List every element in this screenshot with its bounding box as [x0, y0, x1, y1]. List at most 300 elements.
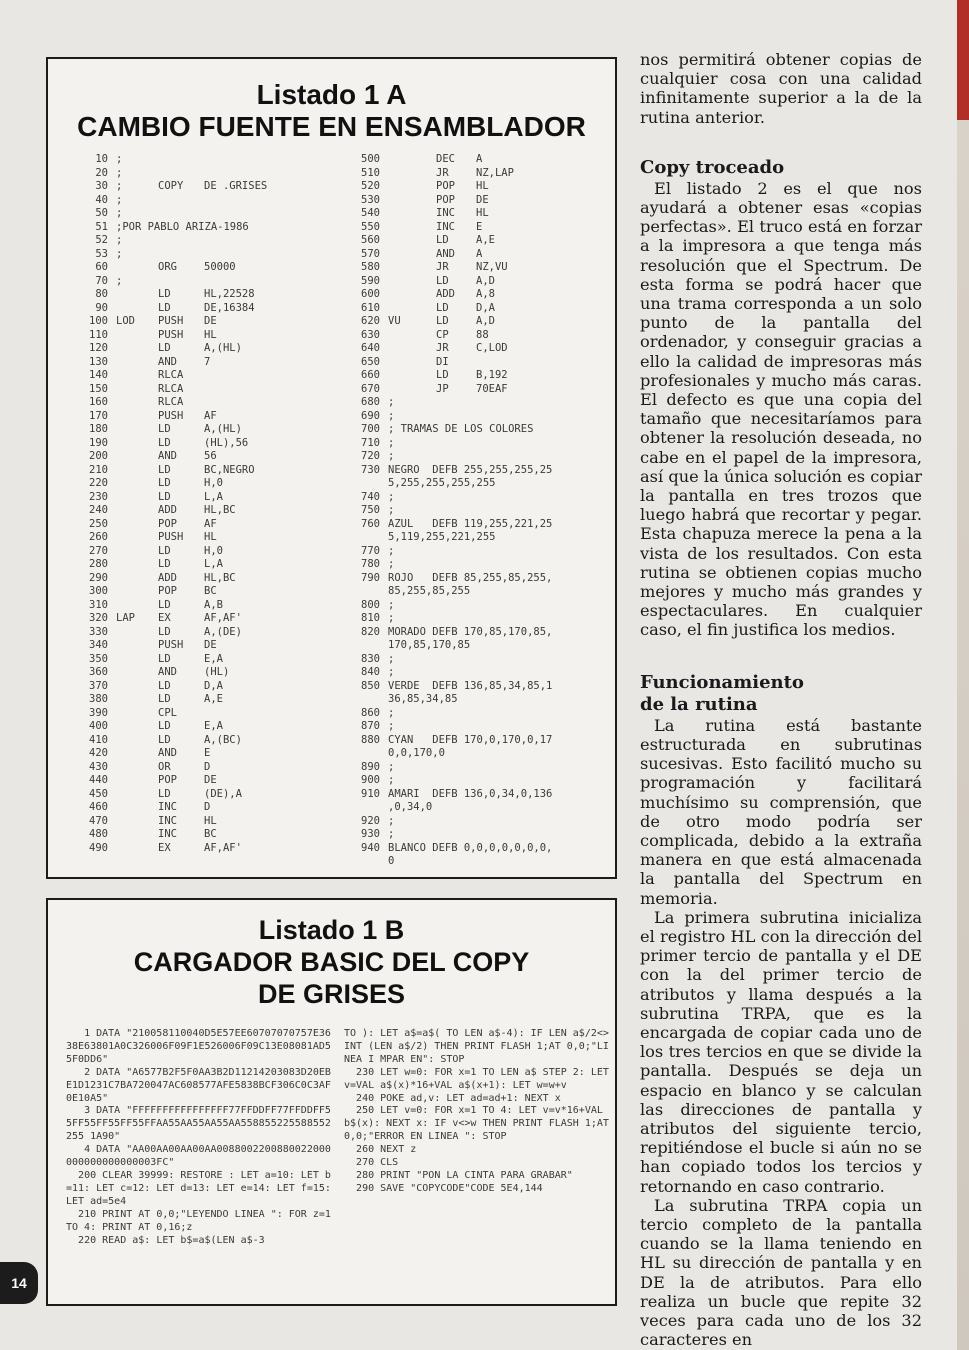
listing-line [68, 275, 348, 289]
basic-line: 2 DATA "A6577B2F5F0AA3B2D11214203083D20EBE1D1231C7BA720047AC608577AFE5838BCF306C0C3AF0E10A5" [66, 1066, 331, 1104]
line-opcode: LD [436, 315, 449, 327]
listing-line [344, 477, 610, 491]
line-label: ; [116, 247, 123, 260]
listing-line [344, 572, 610, 586]
line-number: 170 [89, 409, 108, 422]
line-number: 690 [361, 409, 380, 422]
line-number: 940 [361, 841, 380, 854]
heading-funcionamiento-line1: Funcionamiento [640, 671, 804, 693]
line-operand: DE [204, 315, 217, 327]
line-label: LOD [116, 315, 135, 327]
line-number: 450 [89, 787, 108, 800]
line-number: 200 [89, 450, 108, 462]
line-label: ; [116, 166, 123, 179]
line-label: ; [388, 666, 395, 678]
line-opcode: LD [436, 234, 449, 246]
line-number: 290 [89, 571, 108, 584]
listing-line [68, 828, 348, 842]
listing-line [68, 450, 348, 464]
listing-line [344, 396, 610, 410]
line-opcode: LD [158, 598, 171, 611]
line-opcode: LD [158, 490, 171, 503]
line-opcode: INC [158, 828, 177, 840]
line-label: 0,0,170,0 [388, 747, 445, 759]
listing-line [344, 302, 610, 316]
line-label: ,0,34,0 [388, 801, 433, 813]
listing-line [344, 680, 610, 694]
line-number: 390 [89, 706, 108, 719]
listing-line [68, 599, 348, 613]
listing-line [68, 612, 348, 626]
basic-line: 4 DATA "AA00AA00AA00AA0088002200880022000000000000000003FC" [66, 1144, 331, 1169]
line-label: ; [388, 652, 395, 665]
listing-1b-title [48, 900, 615, 1010]
listing-line [344, 275, 610, 289]
line-label: ; [388, 706, 395, 719]
listing-1b-box [46, 898, 617, 1306]
listing-line [68, 504, 348, 518]
line-operand: (HL),56 [204, 436, 249, 449]
listing-line [344, 815, 610, 829]
line-operand: DE [204, 639, 217, 651]
line-number: 890 [361, 760, 380, 773]
listing-1a-title-line2: CAMBIO FUENTE EN ENSAMBLADOR [77, 111, 586, 142]
listing-line [344, 423, 610, 437]
line-operand: BC [204, 828, 217, 840]
line-number: 850 [361, 679, 380, 692]
line-number: 100 [89, 315, 108, 327]
line-opcode: RLCA [158, 382, 184, 395]
listing-line [344, 207, 610, 221]
line-number: 70 [95, 274, 108, 287]
line-number: 750 [361, 504, 380, 516]
listing-line [344, 801, 610, 815]
line-label: MORADO DEFB 170,85,170,85, [388, 625, 553, 638]
line-label: LAP [116, 612, 135, 624]
line-opcode: PUSH [158, 315, 184, 327]
listing-line [344, 612, 610, 626]
line-operand: D,A [476, 301, 495, 314]
line-operand: DE [476, 193, 489, 206]
line-operand: D [204, 801, 211, 813]
line-number: 670 [361, 382, 380, 395]
line-number: 140 [89, 369, 108, 381]
line-number: 510 [361, 166, 380, 179]
line-number: 710 [361, 436, 380, 449]
line-operand: AF [204, 409, 217, 422]
line-number: 340 [89, 639, 108, 651]
line-operand: HL [476, 207, 489, 219]
line-operand: C,LOD [476, 342, 508, 354]
listing-line [68, 842, 348, 856]
line-number: 470 [89, 814, 108, 827]
line-operand: HL [204, 814, 217, 827]
line-operand: B,192 [476, 369, 508, 381]
line-number: 880 [361, 733, 380, 746]
basic-line: 240 POKE ad,v: LET ad=ad+1: NEXT x [344, 1092, 561, 1104]
line-number: 770 [361, 544, 380, 557]
line-opcode: RLCA [158, 396, 184, 408]
line-operand: (DE),A [204, 787, 242, 800]
line-opcode: CPL [158, 706, 177, 719]
line-operand: A [476, 247, 483, 260]
listing-line [344, 585, 610, 599]
listing-line [344, 842, 610, 856]
line-opcode: AND [436, 247, 455, 260]
line-operand: HL,22528 [204, 288, 255, 300]
line-operand: AF,AF' [204, 612, 242, 624]
listing-line [344, 234, 610, 248]
line-opcode: JR [436, 166, 449, 179]
listing-line [68, 518, 348, 532]
line-label: 5,119,255,221,255 [388, 531, 496, 543]
line-number: 740 [361, 490, 380, 503]
line-operand: L,A [204, 558, 223, 570]
line-opcode: LD [158, 558, 171, 570]
line-operand: H,0 [204, 477, 223, 489]
basic-line: 3 DATA "FFFFFFFFFFFFFFFF77FFDDFF77FFDDFF55FF55FF55FF55FFAA55AA55AA55AA558855225588552255 1A90" [66, 1105, 331, 1143]
line-opcode: OR [158, 760, 171, 773]
line-number: 30 [95, 180, 108, 192]
line-operand: AF,AF' [204, 841, 242, 854]
line-operand: AF [204, 517, 217, 530]
listing-line [68, 558, 348, 572]
listing-1b-col2 [344, 1028, 615, 1298]
line-number: 520 [361, 180, 380, 192]
line-label: ; [388, 450, 395, 462]
listing-line [344, 221, 610, 235]
line-number: 640 [361, 342, 380, 354]
line-operand: A,E [476, 234, 495, 246]
line-number: 150 [89, 382, 108, 395]
listing-line [68, 329, 348, 343]
line-opcode: RLCA [158, 369, 184, 381]
line-number: 730 [361, 463, 380, 476]
line-number: 760 [361, 517, 380, 530]
line-number: 410 [89, 733, 108, 746]
listing-line [344, 545, 610, 559]
listing-line [68, 734, 348, 748]
listing-line [344, 626, 610, 640]
listing-line [344, 194, 610, 208]
line-opcode: LD [436, 301, 449, 314]
line-number: 20 [95, 166, 108, 179]
line-number: 360 [89, 666, 108, 678]
line-label: ; [388, 612, 395, 624]
line-label: VU [388, 315, 401, 327]
listing-line [344, 410, 610, 424]
listing-1b-title-line3: DE GRISES [257, 979, 406, 1009]
line-opcode: PUSH [158, 409, 184, 422]
line-number: 320 [89, 612, 108, 624]
line-number: 870 [361, 720, 380, 732]
line-opcode: LD [158, 787, 171, 800]
line-operand: 7 [204, 355, 211, 368]
line-operand: E [476, 220, 483, 233]
line-opcode: LD [158, 544, 171, 557]
line-label: ; [388, 504, 395, 516]
line-number: 680 [361, 396, 380, 408]
line-opcode: LD [158, 693, 171, 705]
listing-line [68, 234, 348, 248]
line-opcode: INC [158, 801, 177, 813]
line-number: 720 [361, 450, 380, 462]
listing-line [68, 153, 348, 167]
line-number: 440 [89, 774, 108, 786]
line-operand: DE [204, 774, 217, 786]
line-number: 920 [361, 814, 380, 827]
line-number: 250 [89, 517, 108, 530]
line-opcode: AND [158, 666, 177, 678]
listing-line [344, 734, 610, 748]
line-number: 530 [361, 193, 380, 206]
line-label: 0 [388, 855, 395, 867]
article-intro: nos permitirá obtener copias de cualquier cosa con una calidad infinitamente superior a la de la rutina anterior. [640, 50, 922, 127]
listing-line [344, 788, 610, 802]
listing-line [68, 288, 348, 302]
line-operand: A,D [476, 315, 495, 327]
line-number: 180 [89, 423, 108, 435]
line-number: 300 [89, 585, 108, 597]
line-label: CYAN DEFB 170,0,170,0,17 [388, 733, 553, 746]
listing-line [68, 410, 348, 424]
listing-line [344, 504, 610, 518]
line-opcode: POP [436, 193, 455, 206]
line-number: 580 [361, 261, 380, 273]
basic-line: 230 LET w=0: FOR x=1 TO LEN a$ STEP 2: LET v=VAL a$(x)*16+VAL a$(x+1): LET w=w+v [344, 1066, 615, 1091]
line-opcode: JP [436, 382, 449, 395]
line-opcode: AND [158, 747, 177, 759]
line-label: VERDE DEFB 136,85,34,85,1 [388, 679, 553, 692]
line-opcode: LD [158, 720, 171, 732]
listing-line [344, 639, 610, 653]
line-number: 190 [89, 436, 108, 449]
listing-line [68, 342, 348, 356]
line-number: 540 [361, 207, 380, 219]
line-operand: A [476, 153, 483, 165]
listing-line [344, 464, 610, 478]
line-operand: 88 [476, 328, 489, 341]
line-label: 85,255,85,255 [388, 585, 471, 597]
line-number: 810 [361, 612, 380, 624]
line-number: 630 [361, 328, 380, 341]
line-opcode: LD [158, 679, 171, 692]
listing-1b-col1 [66, 1028, 337, 1298]
line-label: ; [116, 274, 123, 287]
listing-line [344, 707, 610, 721]
line-operand: A,(BC) [204, 733, 242, 746]
line-number: 600 [361, 288, 380, 300]
line-opcode: LD [158, 463, 171, 476]
listing-line [68, 477, 348, 491]
listing-line [68, 801, 348, 815]
line-operand: NZ,LAP [476, 166, 514, 179]
line-opcode: AND [158, 355, 177, 368]
listing-line [68, 531, 348, 545]
listing-line [344, 383, 610, 397]
line-number: 500 [361, 153, 380, 165]
basic-line: 260 NEXT z [344, 1144, 417, 1156]
line-number: 610 [361, 301, 380, 314]
line-operand: A,8 [476, 288, 495, 300]
listing-line [344, 180, 610, 194]
listing-line [344, 167, 610, 181]
line-operand: BC [204, 585, 217, 597]
line-label: ; [388, 490, 395, 503]
listing-line [344, 153, 610, 167]
listing-line [68, 788, 348, 802]
basic-line: 290 SAVE "COPYCODE"CODE 5E4,144 [344, 1182, 543, 1194]
line-operand: 50000 [204, 261, 236, 273]
article-column [640, 50, 922, 1349]
listing-line [68, 437, 348, 451]
listing-line [344, 774, 610, 788]
line-number: 60 [95, 261, 108, 273]
line-opcode: JR [436, 261, 449, 273]
listing-1a-title [48, 59, 615, 159]
line-operand: NZ,VU [476, 261, 508, 273]
line-number: 280 [89, 558, 108, 570]
listing-line [68, 167, 348, 181]
listing-line [344, 261, 610, 275]
line-opcode: LD [158, 436, 171, 449]
listing-line [68, 680, 348, 694]
line-label: 170,85,170,85 [388, 639, 471, 651]
line-operand: H,0 [204, 544, 223, 557]
line-operand: A,(DE) [204, 625, 242, 638]
line-label: ; [388, 720, 395, 732]
listing-line [68, 761, 348, 775]
line-number: 310 [89, 598, 108, 611]
line-label: BLANCO DEFB 0,0,0,0,0,0,0, [388, 841, 553, 854]
line-number: 51 [95, 220, 108, 233]
line-opcode: LD [158, 625, 171, 638]
listing-line [68, 396, 348, 410]
line-opcode: LD [436, 274, 449, 287]
line-opcode: PUSH [158, 328, 184, 341]
line-opcode: ADD [436, 288, 455, 300]
line-number: 430 [89, 760, 108, 773]
line-number: 50 [95, 207, 108, 219]
listing-line [68, 423, 348, 437]
listing-line [68, 545, 348, 559]
line-label: ; [116, 180, 123, 192]
listing-1b-title-line1: Listado 1 B [258, 915, 405, 945]
line-operand: (HL) [204, 666, 230, 678]
line-opcode: LD [158, 423, 171, 435]
line-operand: HL,BC [204, 504, 236, 516]
listing-line [68, 707, 348, 721]
line-label: ; [388, 436, 395, 449]
listing-line [68, 815, 348, 829]
listing-line [344, 356, 610, 370]
line-label: 36,85,34,85 [388, 693, 458, 705]
line-label: ; [388, 760, 395, 773]
line-label: ROJO DEFB 85,255,85,255, [388, 571, 553, 584]
line-operand: A,B [204, 598, 223, 611]
line-operand: E,A [204, 652, 223, 665]
listing-line [344, 248, 610, 262]
listing-line [344, 329, 610, 343]
line-label: ; TRAMAS DE LOS COLORES [388, 423, 534, 435]
line-label: ; [388, 409, 395, 422]
line-opcode: POP [158, 585, 177, 597]
line-number: 130 [89, 355, 108, 368]
listing-1a-col2 [344, 153, 610, 871]
line-label: NEGRO DEFB 255,255,255,25 [388, 463, 553, 476]
listing-line [344, 747, 610, 761]
heading-funcionamiento-line2: de la rutina [640, 693, 758, 715]
listing-line [68, 221, 348, 235]
line-operand: A,(HL) [204, 423, 242, 435]
line-number: 550 [361, 220, 380, 233]
heading-copy-troceado: Copy troceado [640, 156, 785, 178]
listing-1a-col1 [68, 153, 348, 871]
line-opcode: LD [158, 733, 171, 746]
line-opcode: PUSH [158, 639, 184, 651]
line-label: ;POR PABLO ARIZA-1986 [116, 220, 249, 233]
listing-1b-title-line2: CARGADOR BASIC DEL COPY [133, 947, 530, 977]
line-label: ; [116, 193, 123, 206]
listing-line [68, 383, 348, 397]
line-opcode: COPY [158, 180, 184, 192]
line-opcode: POP [158, 517, 177, 530]
line-opcode: EX [158, 612, 171, 624]
line-opcode: LD [158, 652, 171, 665]
line-number: 900 [361, 774, 380, 786]
line-operand: BC,NEGRO [204, 463, 255, 476]
listing-line [68, 666, 348, 680]
basic-line: 210 PRINT AT 0,0;"LEYENDO LINEA ": FOR z=1 TO 4: PRINT AT 0,16;z [66, 1208, 337, 1233]
line-number: 490 [89, 841, 108, 854]
line-number: 10 [95, 153, 108, 165]
listing-line [68, 261, 348, 275]
line-opcode: LD [158, 288, 171, 300]
line-opcode: DEC [436, 153, 455, 165]
line-number: 210 [89, 463, 108, 476]
page-edge-strip [957, 0, 969, 1350]
line-number: 570 [361, 247, 380, 260]
listing-line [68, 747, 348, 761]
listing-line [68, 356, 348, 370]
line-operand: L,A [204, 490, 223, 503]
listing-line [68, 369, 348, 383]
listing-line [68, 491, 348, 505]
line-operand: A,D [476, 274, 495, 287]
listing-line [344, 720, 610, 734]
line-number: 800 [361, 598, 380, 611]
line-label: ; [388, 396, 395, 408]
listing-1a-title-line1: Listado 1 A [256, 79, 407, 110]
line-opcode: DI [436, 355, 449, 368]
line-opcode: EX [158, 841, 171, 854]
line-number: 460 [89, 801, 108, 813]
line-number: 660 [361, 369, 380, 381]
basic-line: 200 CLEAR 39999: RESTORE : LET a=10: LET b=11: LET c=12: LET d=13: LET e=14: LET f=15: LET ad=5e4 [66, 1169, 337, 1207]
listing-line [68, 180, 348, 194]
basic-line: 250 LET v=0: FOR x=1 TO 4: LET v=v*16+VAL b$(x): NEXT x: IF v<>w THEN PRINT FLASH 1;AT 0,0;"ERROR EN LINEA ": STOP [344, 1105, 615, 1143]
listing-line [344, 518, 610, 532]
listing-line [68, 774, 348, 788]
listing-line [344, 653, 610, 667]
line-label: ; [388, 544, 395, 557]
line-number: 400 [89, 720, 108, 732]
line-number: 270 [89, 544, 108, 557]
line-number: 830 [361, 652, 380, 665]
listing-line [344, 342, 610, 356]
paragraph-copy-troceado: El listado 2 es el que nos ayudará a obtener esas «copias perfectas». El truco está en forzar a la impresora a que tenga más resolución que el Spectrum. De esta forma se podrá hacer que una trama corresponda a un solo punto de la pantalla del ordenador, y conseguir gracias a ello la calidad de impresoras más profesionales y mucho más caras. El defecto es que una copia del tamaño que necesitaríamos para obtener la resolución deseada, no cabe en el papel de la impresora, así que la única solución es copiar la pantalla en tres trozos que luego habrá que recortar y pegar. Esta chapuza merece la pena a la vista de los resultados. Con esta rutina se obtienen copias mucho mejores y mucho más grandes y espectaculares. En cualquier caso, el fin justifica los medios. [640, 178, 922, 640]
line-opcode: LD [436, 369, 449, 381]
